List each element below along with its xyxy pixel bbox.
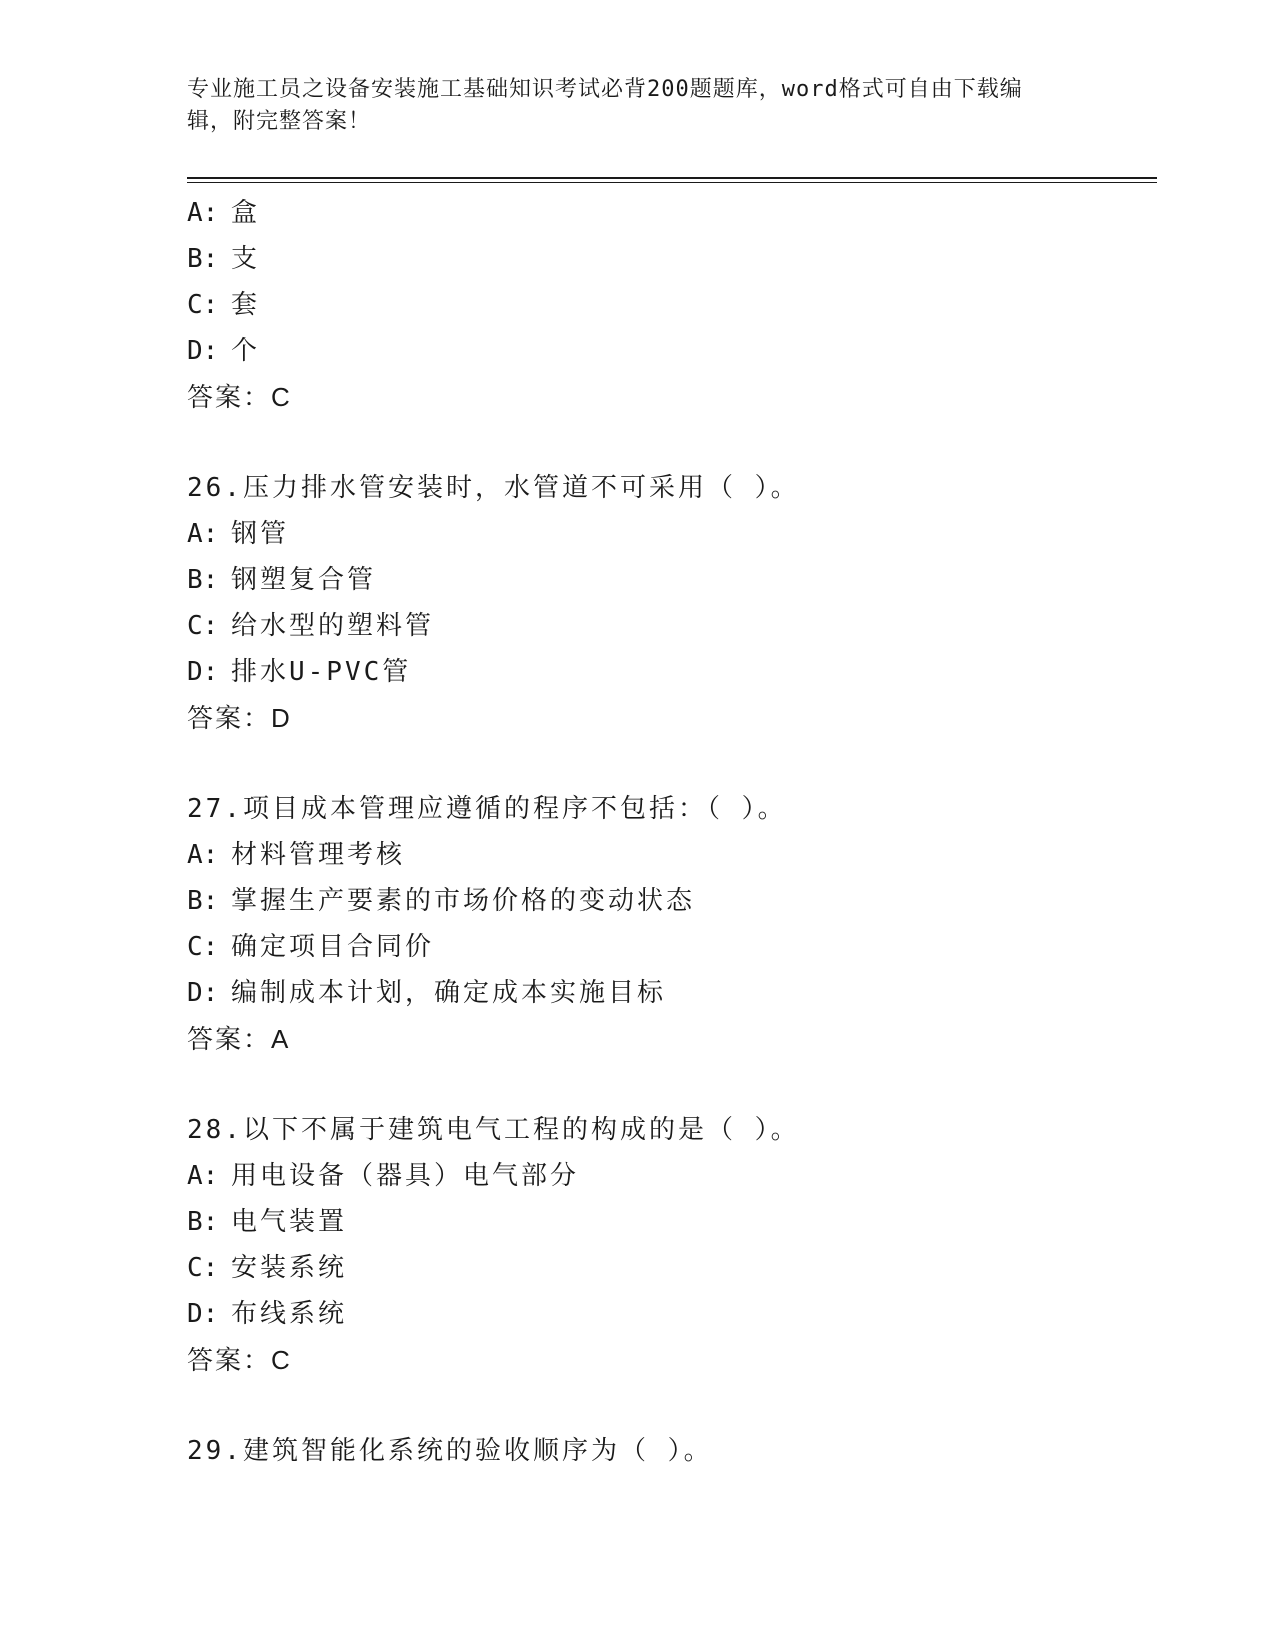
option-a (187, 1153, 1157, 1199)
question-stem: 26.压力排水管安装时，水管道不可采用（ ）。 (187, 473, 800, 503)
option-a (187, 190, 1157, 236)
option-a (187, 832, 1157, 878)
option-letter: C: (187, 1253, 219, 1283)
document-title: 专业施工员之设备安装施工基础知识考试必背200题题库，word格式可自由下载编辑，附完整答案！ (187, 77, 1023, 134)
option-letter: C: (187, 290, 219, 320)
question-stem: 29.建筑智能化系统的验收顺序为（ ）。 (187, 1436, 713, 1466)
option-letter: A: (187, 1161, 219, 1191)
option-a (187, 511, 1157, 557)
answer-line: 答案：C (187, 382, 292, 412)
option-text: 钢管 (231, 519, 290, 549)
option-text: 电气装置 (231, 1207, 348, 1237)
answer-line: 答案：A (187, 1024, 291, 1054)
option-c (187, 282, 1157, 328)
option-c (187, 603, 1157, 649)
option-text: 材料管理考核 (231, 840, 406, 870)
option-letter: D: (187, 1299, 219, 1329)
option-text: 安装系统 (231, 1253, 348, 1283)
option-text: 给水型的塑料管 (231, 611, 435, 641)
option-letter: B: (187, 244, 219, 274)
option-letter: D: (187, 336, 219, 366)
header-divider-thick (187, 177, 1157, 179)
option-letter: D: (187, 978, 219, 1008)
header-divider-thin (187, 182, 1157, 183)
option-letter: C: (187, 611, 219, 641)
option-c (187, 924, 1157, 970)
option-text: 个 (231, 336, 261, 366)
option-letter: B: (187, 565, 219, 595)
option-letter: A: (187, 519, 219, 549)
question-stem: 28.以下不属于建筑电气工程的构成的是（ ）。 (187, 1115, 800, 1145)
option-text: 钢塑复合管 (231, 565, 377, 595)
option-d (187, 649, 1157, 695)
option-letter: B: (187, 886, 219, 916)
option-letter: B: (187, 1207, 219, 1237)
answer-line: 答案：D (187, 703, 292, 733)
option-text: 用电设备（器具）电气部分 (231, 1161, 580, 1191)
option-text: 套 (231, 290, 261, 320)
option-text: 支 (231, 244, 261, 274)
option-b (187, 878, 1157, 924)
option-b (187, 557, 1157, 603)
question-stem: 27.项目成本管理应遵循的程序不包括：（ ）。 (187, 794, 787, 824)
option-b (187, 236, 1157, 282)
option-c (187, 1245, 1157, 1291)
answer-line: 答案：C (187, 1345, 292, 1375)
question-list (187, 190, 1157, 1474)
option-letter: A: (187, 198, 219, 228)
option-text: 排水U-PVC管 (231, 657, 412, 687)
option-letter: A: (187, 840, 219, 870)
option-d (187, 970, 1157, 1016)
option-d (187, 328, 1157, 374)
document-header (187, 74, 1067, 138)
option-text: 掌握生产要素的市场价格的变动状态 (231, 886, 696, 916)
option-text: 布线系统 (231, 1299, 348, 1329)
option-text: 盒 (231, 198, 261, 228)
option-text: 确定项目合同价 (231, 932, 435, 962)
option-letter: D: (187, 657, 219, 687)
option-text: 编制成本计划，确定成本实施目标 (231, 978, 667, 1008)
option-d (187, 1291, 1157, 1337)
option-b (187, 1199, 1157, 1245)
option-letter: C: (187, 932, 219, 962)
